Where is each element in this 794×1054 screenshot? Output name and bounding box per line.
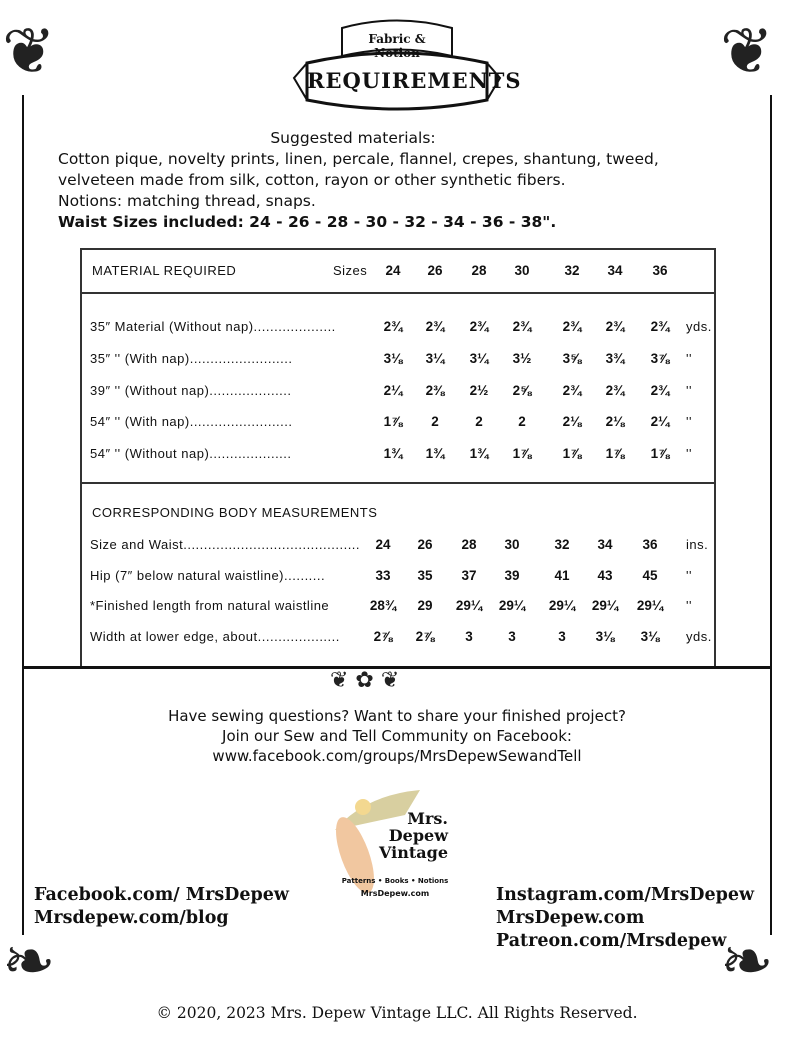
material-value: 3¼ [425,351,445,366]
blog-link[interactable]: Mrsdepew.com/blog [34,908,229,928]
patreon-link[interactable]: Patreon.com/Mrsdepew [496,931,727,951]
unit-label: yds. [686,319,712,334]
unit-label: '' [686,383,692,398]
body-row-label: Hip (7″ below natural waistline).......... [90,568,326,583]
material-value: 1¾ [425,446,445,461]
material-row-label: 39″ '' (Without nap).................... [90,383,292,398]
size-header: 30 [514,263,530,278]
copyright: © 2020, 2023 Mrs. Depew Vintage LLC. All Rights Reserved. [156,1004,638,1022]
unit-label: '' [686,446,692,461]
logo-url: MrsDepew.com [360,889,430,898]
material-value: 1⅞ [650,446,670,461]
material-value: 2¼ [650,414,670,429]
flourish-bottom-left-icon: ❧ [2,925,56,999]
material-table-title: MATERIAL REQUIRED [92,263,237,278]
material-value: 1⅞ [562,446,582,461]
body-value: 2⅞ [415,629,435,644]
notions-line: Notions: matching thread, snaps. [58,192,316,210]
body-value: 3 [508,629,516,644]
size-header: 32 [564,263,580,278]
material-value: 3⅞ [650,351,670,366]
body-value: 33 [375,568,391,583]
body-value: 29¼ [591,598,619,613]
body-value: 28¾ [369,598,397,613]
body-value: 34 [597,537,613,552]
community-line: Join our Sew and Tell Community on Facebook: [222,727,572,745]
waist-sizes-line: Waist Sizes included: 24 - 26 - 28 - 30 - 32 - 34 - 36 - 38". [58,213,557,231]
material-value: 2¾ [512,319,532,334]
size-header: 24 [385,263,401,278]
body-row-label: *Finished length from natural waistline [90,598,330,613]
size-header: 28 [471,263,487,278]
header-banner [292,8,522,118]
website-link[interactable]: MrsDepew.com [496,908,645,928]
frame-right [770,95,772,935]
flourish-top-right-icon: ❦ [720,15,774,89]
unit-label: '' [686,568,692,583]
logo-tagline: Patterns • Books • Notions [341,877,449,885]
body-value: 3⅛ [640,629,660,644]
materials-line: Cotton pique, novelty prints, linen, percale, flannel, crepes, shantung, tweed, [58,150,659,168]
table-rule [80,292,716,294]
material-value: 2 [518,414,526,429]
material-value: 3½ [512,351,532,366]
material-value: 2½ [469,383,489,398]
body-value: 3 [558,629,566,644]
material-value: 2 [431,414,439,429]
material-value: 2⅛ [562,414,582,429]
body-value: 29¼ [548,598,576,613]
materials-heading: Suggested materials: [270,129,436,147]
material-value: 1¾ [383,446,403,461]
unit-label: yds. [686,629,712,644]
body-table-title: CORRESPONDING BODY MEASUREMENTS [92,505,378,520]
body-value: 2⅞ [373,629,393,644]
material-value: 3¼ [469,351,489,366]
links-left [34,884,289,930]
material-value: 3⅛ [383,351,403,366]
material-value: 2⅛ [605,414,625,429]
body-value: 36 [642,537,658,552]
unit-label: ins. [686,537,709,552]
frame-left [22,95,24,935]
body-value: 39 [504,568,520,583]
size-header: 34 [607,263,623,278]
material-row-label: 35″ Material (Without nap).................... [90,319,336,334]
material-value: 2¾ [562,319,582,334]
banner-graphic [292,8,522,118]
material-value: 2¼ [383,383,403,398]
community-line: Have sewing questions? Want to share your finished project? [168,707,626,725]
unit-label: '' [686,414,692,429]
sizes-label: Sizes [333,263,368,278]
body-value: 24 [375,537,391,552]
instagram-link[interactable]: Instagram.com/MrsDepew [496,885,755,905]
material-value: 3¾ [605,351,625,366]
material-row-label: 54″ '' (Without nap).................... [90,446,292,461]
ornament-divider-icon: ❦ ✿ ❦ [330,668,400,693]
size-header: 36 [652,263,668,278]
material-value: 2¾ [425,319,445,334]
body-value: 29¼ [498,598,526,613]
body-value: 35 [417,568,433,583]
material-row-label: 35″ '' (With nap)......................... [90,351,293,366]
body-value: 28 [461,537,477,552]
material-value: 2 [475,414,483,429]
banner-title: REQUIREMENTS [307,68,522,93]
table-rule [80,482,716,484]
material-row-label: 54″ '' (With nap)......................... [90,414,293,429]
body-value: 37 [461,568,477,583]
body-value: 43 [597,568,613,583]
body-value: 29 [417,598,433,613]
material-value: 3⅝ [562,351,582,366]
facebook-link[interactable]: Facebook.com/ MrsDepew [34,885,289,905]
community-invite [0,706,794,766]
body-value: 3⅛ [595,629,615,644]
body-value: 41 [554,568,570,583]
logo-text: Mrs. [407,809,448,828]
suggested-materials [58,128,758,233]
material-value: 2¾ [605,383,625,398]
flourish-top-left-icon: ❦ [2,15,56,89]
banner-subtitle: Fabric & Notion [368,32,426,60]
material-value: 2⅝ [512,383,532,398]
material-value: 2¾ [469,319,489,334]
material-value: 1⅞ [383,414,403,429]
size-header: 26 [427,263,443,278]
unit-label: '' [686,351,692,366]
material-value: 2¾ [562,383,582,398]
flourish-bottom-right-icon: ❧ [720,925,774,999]
material-value: 2¾ [650,319,670,334]
body-row-label: Width at lower edge, about.................... [90,629,340,644]
material-value: 2¾ [383,319,403,334]
logo-text: Vintage [379,843,448,862]
mrs-depew-logo [325,785,455,910]
material-value: 2¾ [605,319,625,334]
body-value: 29¼ [636,598,664,613]
material-value: 2⅜ [425,383,445,398]
material-value: 2¾ [650,383,670,398]
body-value: 45 [642,568,658,583]
unit-label: '' [686,598,692,613]
logo-text: Depew [388,826,448,845]
community-url-link[interactable]: www.facebook.com/groups/MrsDepewSewandTell [212,747,582,765]
body-value: 3 [465,629,473,644]
material-value: 1⅞ [512,446,532,461]
body-row-label: Size and Waist........................................... [90,537,361,552]
body-value: 26 [417,537,433,552]
materials-line: velveteen made from silk, cotton, rayon or other synthetic fibers. [58,171,566,189]
body-value: 30 [504,537,520,552]
body-value: 32 [554,537,570,552]
body-value: 29¼ [455,598,483,613]
material-value: 1¾ [469,446,489,461]
links-right [496,884,754,953]
material-value: 1⅞ [605,446,625,461]
